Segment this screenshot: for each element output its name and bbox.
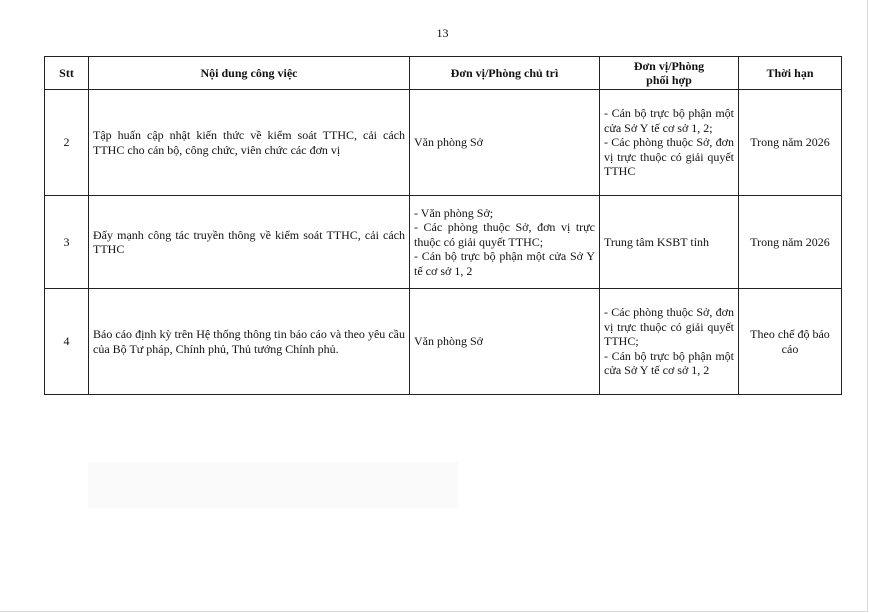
header-content: Nội dung công việc [89, 57, 410, 90]
coop-unit-line: - Cán bộ trực bộ phận một cửa Sở Y tế cơ sở 1, 2 [604, 348, 734, 378]
table-header-row [45, 57, 842, 90]
row-main-unit [410, 289, 600, 395]
row-content: Đẩy mạnh công tác truyền thông về kiểm soát TTHC, cải cách TTHC [89, 196, 410, 289]
main-unit-line: - Cán bộ trực bộ phận một cửa Sở Y tế cơ sở 1, 2 [414, 249, 595, 278]
row-content: Tập huấn cập nhật kiến thức về kiểm soát TTHC, cải cách TTHC cho cán bộ, công chức, viên chức các đơn vị [89, 90, 410, 196]
row-coop-unit [600, 196, 739, 289]
row-stt: 4 [45, 289, 89, 395]
table-row [45, 196, 842, 289]
row-main-unit [410, 196, 600, 289]
page-number: 13 [436, 26, 449, 40]
row-content: Báo cáo định kỳ trên Hệ thống thông tin báo cáo và theo yêu cầu của Bộ Tư pháp, Chính phủ, Thủ tướng Chính phủ. [89, 289, 410, 395]
header-coop-unit-line1: Đơn vị/Phòng [633, 58, 705, 73]
row-coop-unit [600, 90, 739, 196]
main-unit-line: - Văn phòng Sở; [414, 205, 494, 220]
row-deadline: Trong năm 2026 [739, 196, 842, 289]
coop-unit-line: - Các phòng thuộc Sở, đơn vị trực thuộc có giải quyết TTHC [604, 135, 734, 179]
main-unit-line: Văn phòng Sở [414, 334, 484, 349]
table-row [45, 90, 842, 196]
row-stt: 2 [45, 90, 89, 196]
row-deadline: Trong năm 2026 [739, 90, 842, 196]
main-unit-line: - Các phòng thuộc Sở, đơn vị trực thuộc có giải quyết TTHC; [414, 220, 595, 249]
row-coop-unit [600, 289, 739, 395]
header-coop-unit-line2: phối hợp [646, 73, 692, 87]
row-deadline: Theo chế độ báo cáo [739, 289, 842, 395]
header-coop-unit [600, 57, 739, 90]
task-table [44, 56, 842, 395]
main-unit-line: Văn phòng Sở [414, 135, 484, 150]
row-main-unit [410, 90, 600, 196]
coop-unit-line: - Cán bộ trực bộ phận một cửa Sở Y tế cơ sở 1, 2; [604, 106, 734, 135]
scan-smudge [88, 462, 458, 508]
coop-unit-line: Trung tâm KSBT tỉnh [604, 234, 710, 249]
header-deadline: Thời hạn [739, 57, 842, 90]
header-main-unit: Đơn vị/Phòng chủ trì [410, 57, 600, 90]
table-row [45, 289, 842, 395]
coop-unit-line: - Các phòng thuộc Sở, đơn vị trực thuộc có giải quyết TTHC; [604, 305, 734, 349]
header-stt: Stt [45, 57, 89, 90]
row-stt: 3 [45, 196, 89, 289]
